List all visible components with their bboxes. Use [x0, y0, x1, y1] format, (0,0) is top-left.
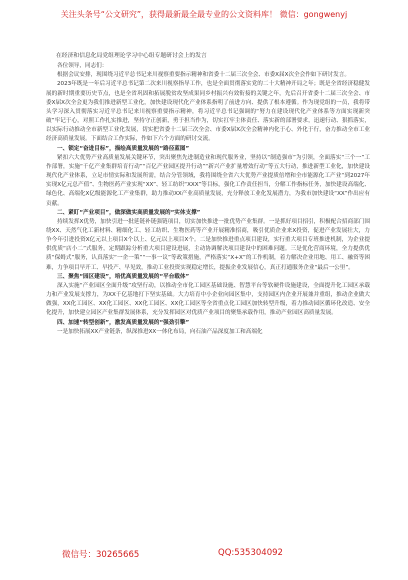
paragraph-1: 根据会议安排，现围绕习近平总书记来川视察重要指示精神和省委十二届三次全会、市委Ⅹ届Ⅹ次全会作如下研讨发言。 [57, 72, 350, 79]
section-4-heading: 四、加速“转型创新”，激发高质量发展的“强劲引擎” [57, 319, 190, 326]
section-1-body: 紧扣六大优势产业高质量发展关键环节，突出聚焦先进制造业和现代服务业，坚持以“制造强市”为引领，全面落实“三个一”工作部署，实施“千亿产业集群培育行动”“百亿产业园区提升行动”“新兴产业扩量增效行动”等五大行动，推进新型工业化，加快建设现代化产业体系，立足市情实际和发展所需，结合分管领域，我将围绕全省六大优势产业提质倍增和全市能源化工产业“到2027年实现Ⅹ亿元总产值”、生物医药产业实现“XX”、轻工纺织“XXX”等目标，强化工作责任担当，分解工作指标任务，加快建设高端化、绿色化、高端化Ⅹ亿级能源化工产业集群，助力推动XX产业高质量发展，充分释放工业化发展潜力，为我市加快建设“XX”作出应有贡献。 [46, 154, 370, 207]
document-page [46, 52, 370, 337]
section-3-heading: 三、聚焦“园区建设”，培优高质量发展的“平台载体” [57, 273, 190, 280]
document-title: 在经济和信息化局党组理论学习中心组专题研讨会上的发言 [56, 53, 207, 59]
section-2-body: 持续发挥Ⅹ优势，加快引进一批延链补链强链项目，切实加快推进一批优势产业集群。一是抓好项目招引，积极配合招商部门围绕ⅩⅩ、天然气化工新材料、精细化工、轻工纺织、生物医药等产业开展精准招商，吸引优质企业来Ⅹ投资，促进产业发展壮大，力争今年引进投资Ⅹ亿元以上项目Ⅹ个以上、亿元以上项目Ⅹ个。二是加快推进重点项目建设，实行重大项目专班推进机制，为企业提供优质“店小二”式服务，定期跟踪分析重大项目建设进展，主动协调解决项目建设中的困难问题。三是优化营商环境，全力提供优质“保姆式”服务，认真落实“一企一策”“一事一议”等政策措施，严格落实“Ⅹ+Ⅹ”的工作机制，着力解决企业用地、用工、融资等困难，力争项目早开工、早投产、早见效，推动工业投资实现稳定增长，提振企业发展信心，真正打通服务企业“最后一公里”。 [46, 218, 370, 271]
section-2-heading: 二、紧盯“产业项目”，做深做实高质量发展的“实体支撑” [57, 209, 201, 216]
salutation: 各位领导，同志们： [57, 63, 108, 70]
section-1-heading: 一、锁定“奋进目标”，描绘高质量发展的“路径蓝图” [57, 145, 190, 152]
section-3-body: 深入实施“产业园区全面升级”攻坚行动，以推动全市化工园区基础设施、智慧平台等软硬件设施建设，全面提升化工园区承载力和产业发展支撑力，为XX千亿基地打下坚实基础。大力培育中小企业向园区集中，支持园区内企业开展兼并重组，推动企业做大做强，XX化工园区、XX化工园区、XX化工园区、XX化工园区等全省重点化工园区加快转型升级，着力推动园区循环化改造、安全化提升，加快建立园区产业集群发展体系，充分发挥园区对优质产业项目的聚集承载作用，推动产业园区高质量发展。 [46, 282, 370, 317]
section-4-body: 一是加快拓展XX产业链条，纵深推进XX一体化布局，向石油产品深度加工和高端化 [57, 328, 263, 335]
wechat-contact: 微信号：30265665 [62, 550, 140, 560]
qq-contact: QQ:535304092 [218, 548, 283, 558]
promo-banner: 关注头条号“公文研究”，获得最新最全最专业的公文资料库！ 微信：gongwenyj [60, 10, 348, 19]
paragraph-2: 2023年既是一年后习近平总书记第二次来川视察指导工作，也是全面贯彻落实党的二十大精神开局之年；既是全省经济稳健发展的新时期重要历史节点，也是全省巩固和拓展脱贫攻坚成果同乡村振兴有效衔接的关键之年，先后召开省委十二届三次全会、市委Ⅹ届Ⅹ次全会更为我们推进新型工业化，加快建设现代化产业体系指明了前进方向、提供了根本遵循。作为现党组的一员，我将带头学习深入贯彻落实习近平总书记来川视察重要指示精神，将习近平总书记强调的“努力在建设现代化产业体系等方面实现新突破”牢记于心，对照工作扎实推进，坚持守正创新，勇于担当作为，切实扛牢主体责任、落实新的部署要求，迅速行动、狠抓落实，以实际行动推动全市新型工业化发展，切实把省委十二届三次全会、市委Ⅹ届Ⅹ次全会精神内化于心、外化于行，奋力推动全市工业经济高质量发展。下面结合工作实际，作如下六个方面的研讨交流。 [46, 81, 370, 143]
